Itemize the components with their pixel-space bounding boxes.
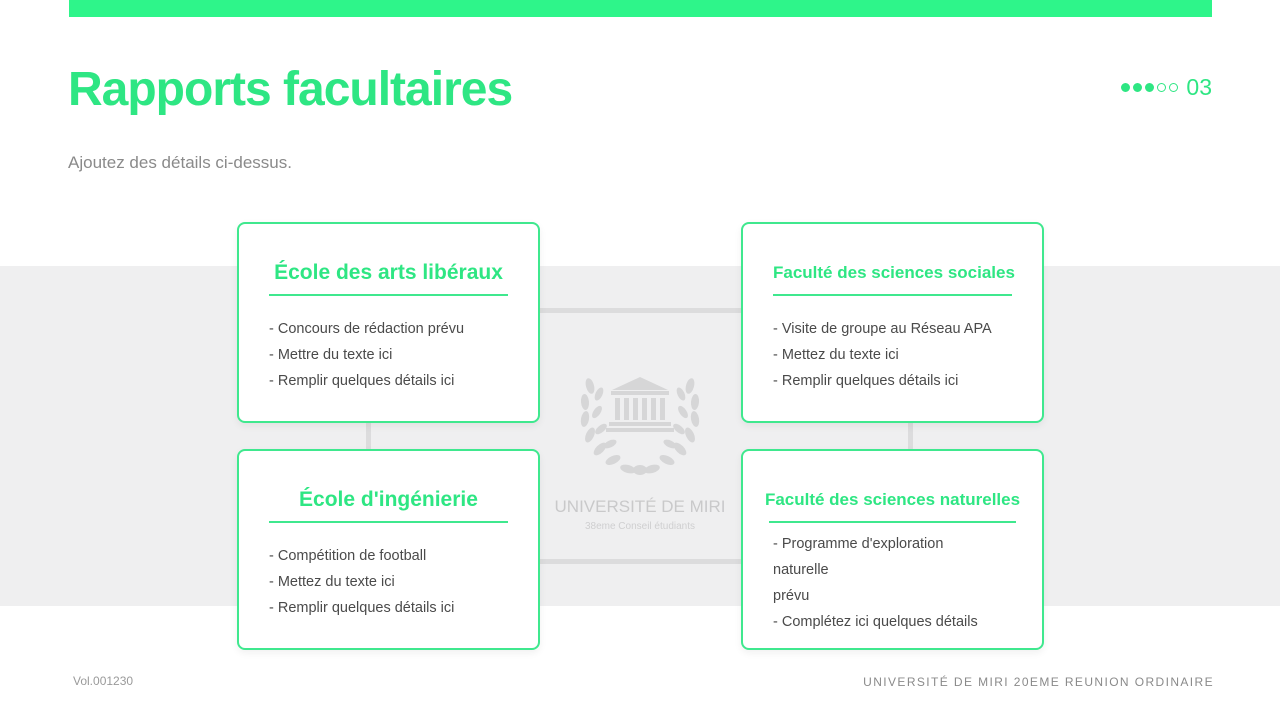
card-title: Faculté des sciences naturelles (764, 490, 1021, 509)
connector-right (908, 422, 913, 450)
top-accent-bar (69, 0, 1212, 17)
card-item: - Mettre du texte ici (269, 347, 393, 363)
page-dot-filled (1133, 83, 1142, 92)
card-item: - Compétition de football (269, 548, 427, 564)
faculty-card-social-sciences (741, 222, 1044, 423)
page-indicator (1121, 74, 1212, 101)
card-item-list (769, 523, 1016, 635)
connector-top (538, 308, 743, 313)
card-item: - Mettez du texte ici (269, 574, 395, 590)
card-item: - Visite de groupe au Réseau APA (773, 321, 992, 337)
card-item: - Remplir quelques détails ici (269, 373, 455, 389)
footer-volume: Vol.001230 (73, 674, 134, 688)
connector-bottom (538, 559, 743, 564)
page-dot-filled (1121, 83, 1130, 92)
card-item: - Concours de rédaction prévu (269, 321, 465, 337)
footer-event-name: UNIVERSITÉ DE MIRI 20EME REUNION ORDINAIRE (863, 675, 1214, 689)
faculty-card-liberal-arts (237, 222, 540, 423)
card-item: prévu (773, 588, 810, 604)
faculty-card-engineering (237, 449, 540, 650)
center-university-subtitle: 38eme Conseil étudiants (584, 521, 696, 532)
card-title: École des arts libéraux (274, 261, 503, 284)
page-number: 03 (1186, 74, 1212, 100)
center-university-name: UNIVERSITÉ DE MIRI (554, 497, 726, 516)
page-subtitle: Ajoutez des détails ci-dessus. (68, 153, 292, 172)
university-laurel-emblem-icon (578, 372, 702, 482)
card-title: Faculté des sciences sociales (773, 263, 1015, 282)
card-item: naturelle (773, 562, 829, 578)
connector-left (366, 422, 371, 450)
card-item-list (269, 296, 508, 394)
card-item: - Complétez ici quelques détails (773, 614, 978, 630)
card-item: - Programme d'exploration (773, 536, 944, 552)
card-item-list (773, 296, 1012, 394)
page-dot-empty (1157, 83, 1166, 92)
faculty-card-natural-sciences (741, 449, 1044, 650)
page-title: Rapports facultaires (68, 63, 513, 116)
page-dot-filled (1145, 83, 1154, 92)
page-dot-empty (1169, 83, 1178, 92)
card-title: École d'ingénierie (299, 488, 478, 511)
card-item: - Remplir quelques détails ici (773, 373, 959, 389)
card-item-list (269, 523, 508, 621)
card-item: - Mettez du texte ici (773, 347, 899, 363)
card-item: - Remplir quelques détails ici (269, 600, 455, 616)
